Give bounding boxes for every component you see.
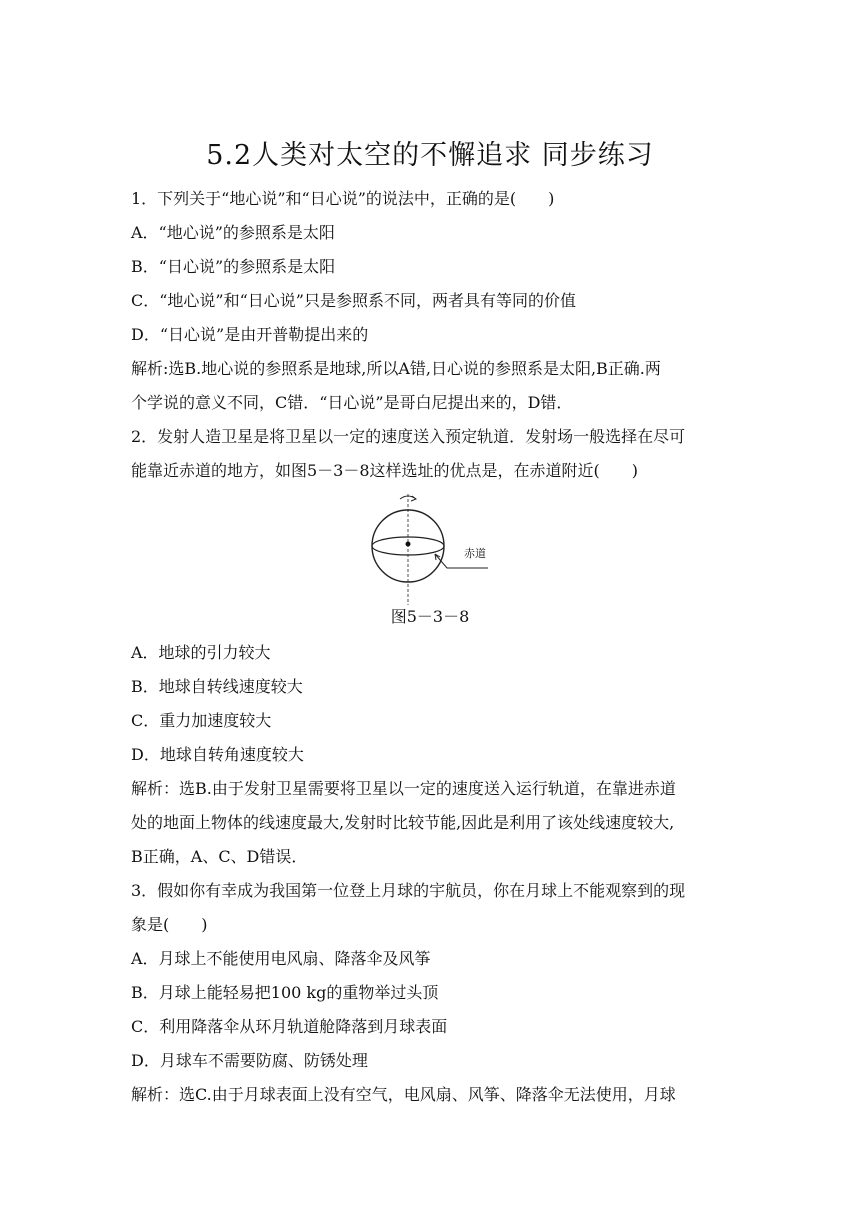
page-title: 5.2人类对太空的不懈追求 同步练习	[206, 140, 654, 171]
q2-option-a: A．地球的引力较大	[131, 643, 271, 662]
q1-stem: 1．下列关于“地心说”和“日心说”的说法中，正确的是( )	[131, 189, 555, 208]
q3-option-b: B．月球上能轻易把100 kg的重物举过头顶	[131, 983, 439, 1002]
figure-caption: 图5－3－8	[390, 607, 470, 626]
q2-stem-line-1: 2．发射人造卫星是将卫星以一定的速度送入预定轨道．发射场一般选择在尽可	[131, 427, 686, 446]
q1-option-b: B．“日心说”的参照系是太阳	[131, 257, 336, 276]
q3-analysis-line-1: 解析：选C.由于月球表面上没有空气，电风扇、风筝、降落伞无法使用，月球	[131, 1085, 676, 1104]
q2-analysis-line-3: B正确，A、C、D错误．	[131, 847, 308, 866]
q1-analysis-line-1: 解析:选B.地心说的参照系是地球,所以A错,日心说的参照系是太阳,B正确.两	[131, 359, 661, 378]
q3-option-a: A．月球上不能使用电风扇、降落伞及风筝	[131, 949, 431, 968]
q1-option-a: A．“地心说”的参照系是太阳	[131, 223, 335, 242]
q3-stem-line-2: 象是( )	[131, 915, 208, 934]
q1-option-c: C．“地心说”和“日心说”只是参照系不同，两者具有等同的价值	[131, 291, 576, 310]
q2-analysis-line-1: 解析：选B.由于发射卫星需要将卫星以一定的速度送入运行轨道，在靠进赤道	[131, 779, 676, 798]
equator-label: 赤道	[464, 547, 486, 560]
earth-equator-figure	[360, 490, 500, 610]
q1-analysis-line-2: 个学说的意义不同，C错．“日心说”是哥白尼提出来的，D错．	[131, 393, 573, 412]
q3-option-c: C．利用降落伞从环月轨道舱降落到月球表面	[131, 1017, 448, 1036]
q2-option-c: C．重力加速度较大	[131, 711, 272, 730]
globe-diagram	[360, 490, 500, 610]
q2-stem-line-2: 能靠近赤道的地方，如图5－3－8这样选址的优点是，在赤道附近( )	[131, 461, 639, 480]
q2-analysis-line-2: 处的地面上物体的线速度最大,发射时比较节能,因此是利用了该处线速度较大,	[131, 813, 675, 832]
earth-center-dot	[406, 542, 411, 547]
q2-option-d: D．地球自转角速度较大	[131, 745, 304, 764]
q1-option-d: D．“日心说”是由开普勒提出来的	[131, 325, 369, 344]
q2-option-b: B．地球自转线速度较大	[131, 677, 303, 696]
q3-option-d: D．月球车不需要防腐、防锈处理	[131, 1051, 368, 1070]
q3-stem-line-1: 3．假如你有幸成为我国第一位登上月球的宇航员，你在月球上不能观察到的现	[131, 881, 686, 900]
